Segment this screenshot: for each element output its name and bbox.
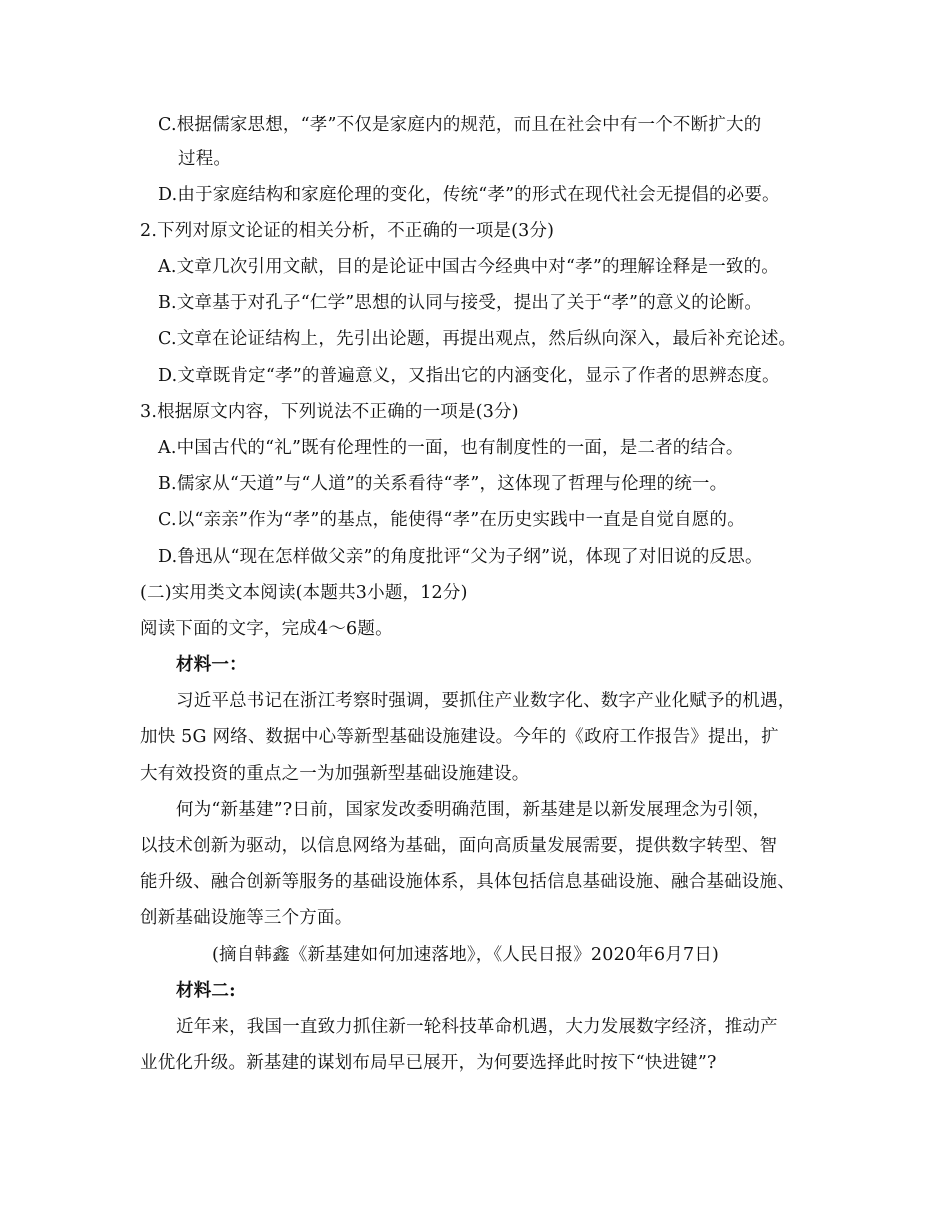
q2-option-d: D.文章既肯定“孝”的普遍意义，又指出它的内涵变化，显示了作者的思辨态度。 bbox=[158, 366, 780, 386]
material2-p1-line2: 业优化升级。新基建的谋划布局早已展开，为何要选择此时按下“快进键”? bbox=[140, 1053, 717, 1073]
material1-p1-line3: 大有效投资的重点之一为加强新型基础设施建设。 bbox=[140, 764, 530, 784]
material1-p2-line3: 能升级、融合创新等服务的基础设施体系，具体包括信息基础设施、融合基础设施、 bbox=[140, 872, 795, 892]
q2-option-c: C.文章在论证结构上，先引出论题，再提出观点，然后纵向深入，最后补充论述。 bbox=[158, 329, 797, 349]
q1-option-c-line1: C.根据儒家思想，“孝”不仅是家庭内的规范，而且在社会中有一个不断扩大的 bbox=[158, 115, 762, 135]
material2-title: 材料二: bbox=[176, 981, 236, 1001]
material1-p1-line1: 习近平总书记在浙江考察时强调，要抓住产业数字化、数字产业化赋予的机遇， bbox=[176, 691, 796, 711]
q3-stem: 3.根据原文内容，下列说法不正确的一项是(3分) bbox=[140, 402, 519, 422]
q2-option-a: A.文章几次引用文献，目的是论证中国古今经典中对“孝”的理解诠释是一致的。 bbox=[158, 257, 779, 277]
q1-option-c-line2: 过程。 bbox=[178, 149, 232, 169]
material2-p1-line1: 近年来，我国一直致力抓住新一轮科技革命机遇，大力发展数字经济，推动产 bbox=[176, 1017, 778, 1037]
q1-option-d: D.由于家庭结构和家庭伦理的变化，传统“孝”的形式在现代社会无提倡的必要。 bbox=[158, 185, 780, 205]
section2-heading: (二)实用类文本阅读(本题共3小题，12分) bbox=[140, 583, 468, 603]
q2-option-b: B.文章基于对孔子“仁学”思想的认同与接受，提出了关于“孝”的意义的论断。 bbox=[158, 293, 763, 313]
material1-title: 材料一： bbox=[176, 655, 247, 675]
q2-stem: 2.下列对原文论证的相关分析，不正确的一项是(3分) bbox=[140, 221, 555, 241]
section2-instruction: 阅读下面的文字，完成4～6题。 bbox=[140, 619, 393, 639]
material1-p2-line1: 何为“新基建”?日前，国家发改委明确范围，新基建是以新发展理念为引领， bbox=[176, 800, 771, 820]
q3-option-a: A.中国古代的“礼”既有伦理性的一面，也有制度性的一面，是二者的结合。 bbox=[158, 438, 744, 458]
q3-option-b: B.儒家从“天道”与“人道”的关系看待“孝”，这体现了哲理与伦理的统一。 bbox=[158, 474, 728, 494]
material1-p1-line2: 加快 5G 网络、数据中心等新型基础设施建设。今年的《政府工作报告》提出，扩 bbox=[140, 727, 779, 747]
material1-p2-line4: 创新基础设施等三个方面。 bbox=[140, 908, 353, 928]
q3-option-c: C.以“亲亲”作为“孝”的基点，能使得“孝”在历史实践中一直是自觉自愿的。 bbox=[158, 510, 745, 530]
q3-option-d: D.鲁迅从“现在怎样做父亲”的角度批评“父为子纲”说，体现了对旧说的反思。 bbox=[158, 547, 763, 567]
material1-source: (摘自韩鑫《新基建如何加速落地》，《人民日报》2020年6月7日) bbox=[212, 945, 720, 965]
material1-p2-line2: 以技术创新为驱动，以信息网络为基础，面向高质量发展需要，提供数字转型、智 bbox=[140, 836, 778, 856]
